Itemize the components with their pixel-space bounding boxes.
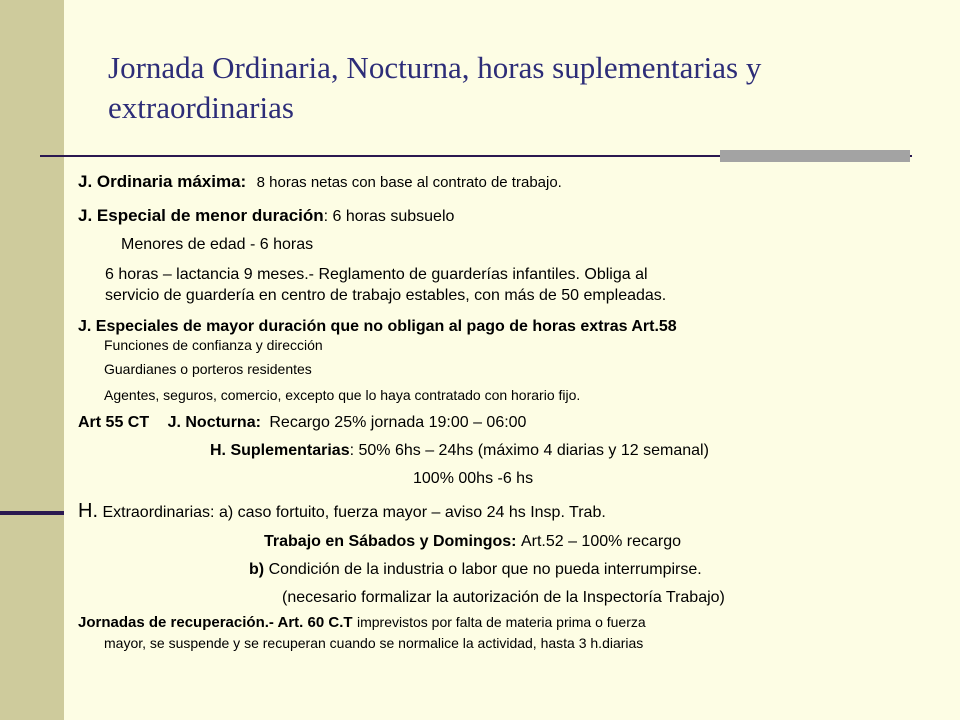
especial-menor-label: J. Especial de menor duración [78,206,324,225]
recuperacion-label: Jornadas de recuperación.- Art. 60 C.T [78,614,353,631]
ordinaria-text: 8 horas netas con base al contrato de trabajo. [256,174,562,191]
nocturna-text: Recargo 25% jornada 19:00 – 06:00 [269,414,527,431]
condicion-text: Condición de la industria o labor que no pueda interrumpirse. [268,561,702,578]
line-autorizacion: (necesario formalizar la autorización de la Inspectoría Trabajo) [282,589,725,606]
ordinaria-label: J. Ordinaria máxima: [78,172,247,191]
slide-title: Jornada Ordinaria, Nocturna, horas suplementarias y extraordinarias [108,50,762,125]
line-extraordinarias [78,500,606,523]
sabados-text: Art.52 – 100% recargo [520,533,682,550]
line-guardianes: Guardianes o porteros residentes [104,361,312,377]
especial-menor-text: : 6 horas subsuelo [323,208,455,225]
extraordinarias-text: Extraordinarias: a) caso fortuito, fuerza mayor – aviso 24 hs Insp. Trab. [102,504,606,521]
line-recuperacion-cont: mayor, se suspende y se recuperan cuando se normalice la actividad, hasta 3 h.diarias [104,635,644,651]
line-ordinaria [78,172,562,192]
line-suplementarias [210,442,709,460]
line-especiales-mayor: J. Especiales de mayor duración que no obligan al pago de horas extras Art.58 [78,318,677,335]
line-lactancia [105,264,666,306]
line-100-nocturno: 100% 00hs -6 hs [413,470,534,487]
suplementarias-text: : 50% 6hs – 24hs (máximo 4 diarias y 12 semanal) [349,442,709,459]
line-nocturna [78,414,526,432]
line-especial-menor [78,206,454,226]
recuperacion-text: imprevistos por falta de materia prima o fuerza [356,614,646,630]
suplementarias-label: H. Suplementarias [210,442,350,459]
nocturna-art: Art 55 CT [78,414,150,431]
line-agentes: Agentes, seguros, comercio, excepto que lo haya contratado con horario fijo. [104,387,581,403]
sabados-label: Trabajo en Sábados y Domingos: [264,533,517,550]
lactancia-text-2: servicio de guardería en centro de trabajo estables, con más de 50 empleadas. [105,287,667,304]
line-menores: Menores de edad - 6 horas [121,236,314,253]
line-condicion [249,561,702,579]
condicion-label: b) [249,561,265,578]
left-decorative-bar [0,0,64,720]
extraordinarias-h: H. [78,500,98,522]
title-divider-accent [720,150,910,162]
lactancia-text-1: 6 horas – lactancia 9 meses.- Reglamento de guarderías infantiles. Obliga al [105,266,648,283]
line-recuperacion [78,614,646,632]
line-confianza: Funciones de confianza y dirección [104,337,323,353]
line-sabados-domingos [264,533,681,551]
left-divider-line [0,511,64,515]
nocturna-label: J. Nocturna: [167,414,261,431]
